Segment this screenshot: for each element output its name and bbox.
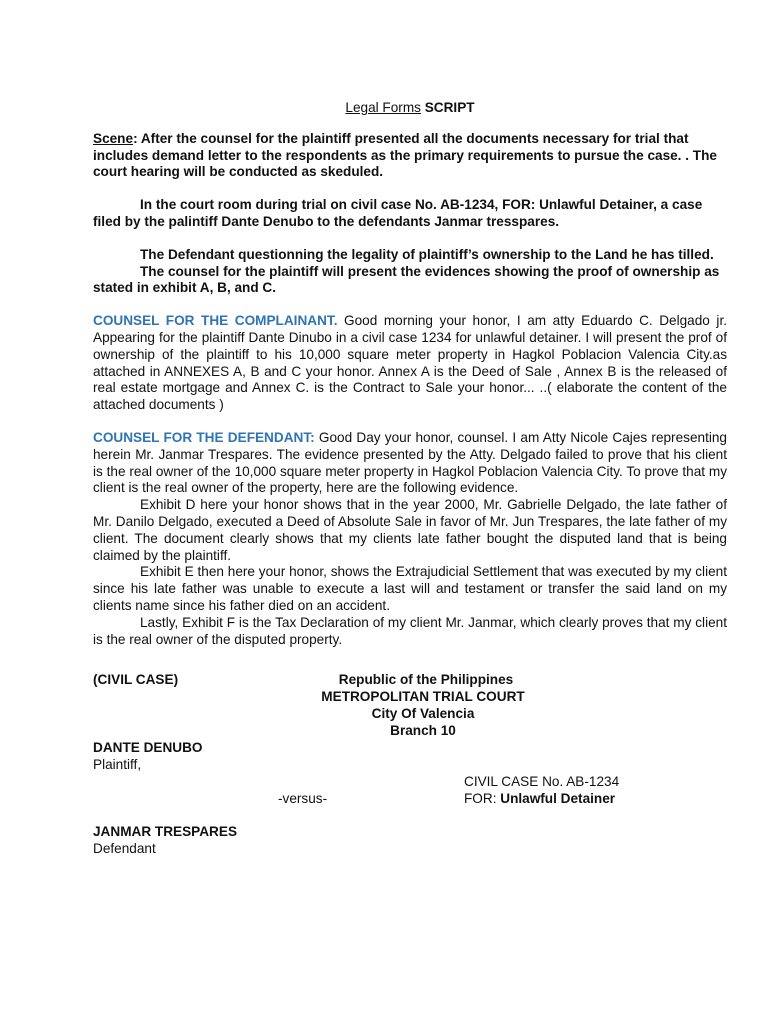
document-title (93, 100, 727, 117)
versus-label: -versus- (278, 791, 328, 807)
defendant-question-paragraph: The Defendant questionning the legality of plaintiff’s ownership to the Land he has tilled. (140, 246, 714, 262)
defendant-statement (93, 430, 727, 497)
defendant-role: Defendant (93, 841, 156, 857)
city-heading: City Of Valencia (371, 706, 475, 722)
civil-case-label: (CIVIL CASE) (93, 672, 179, 688)
defendant-text: Good Day your honor, counsel. I am Atty Nicole Cajes representing herein Mr. Janmar Trespares. The evidence presented by the Atty. Delgado failed to prove that his client is the real owner of the 10,000 square meter property in Hagkol Poblacion Valencia City. To prove that my client is the real owner of the property, here are the following evidence. (93, 429, 727, 496)
title-legal-forms: Legal Forms (345, 100, 421, 115)
title-script: SCRIPT (424, 100, 475, 115)
scene-paragraph (93, 131, 727, 181)
exhibit-d-paragraph: Exhibit D here your honor shows that in the year 2000, Mr. Gabrielle Delgado, the late father of Mr. Danilo Delgado, executed a Deed of Absolute Sale in favor of Mr. Jun Trespares, the late father of my client. The document clearly shows that my clients late father bought the disputed land that is being claimed by the plaintiff. (93, 497, 727, 563)
courtroom-paragraph: In the court room during trial on civil case No. AB-1234, FOR: Unlawful Detainer, a case filed by the palintiff Dante Denubo to the defendants Janmar tresspares. (93, 197, 703, 229)
case-for (464, 791, 615, 808)
republic-heading: Republic of the Philippines (338, 672, 514, 688)
defendant-name: JANMAR TRESPARES (93, 824, 238, 840)
plaintiff-role: Plaintiff, (93, 757, 142, 773)
complainant-text: Good morning your honor, I am atty Eduardo C. Delgado jr. Appearing for the plaintiff Dante Dinubo in a civil case 1234 for unlawful detainer. I will present the prof of ownership of the plaintiff to his 10,000 square meter property in Hagkol Poblacion Valencia City.as attached in ANNEXES A, B and C your honor. Annex A is the Deed of Sale , Annex B is the released of real estate mortgage and Annex C. is the Contract to Sale your honor... ..( elaborate the content of the attached documents ) (93, 313, 727, 413)
plaintiff-name: DANTE DENUBO (93, 740, 203, 756)
case-for-label: FOR: (464, 791, 501, 807)
case-for-value: Unlawful Detainer (500, 791, 616, 807)
case-number: CIVIL CASE No. AB-1234 (464, 774, 620, 790)
defendant-label: COUNSEL FOR THE DEFENDANT: (93, 429, 315, 445)
branch-heading: Branch 10 (390, 723, 456, 739)
court-heading: METROPOLITAN TRIAL COURT (321, 689, 525, 705)
exhibit-f-paragraph: Lastly, Exhibit F is the Tax Declaration of my client Mr. Janmar, which clearly proves that my client is the real owner of the disputed property. (93, 614, 727, 647)
scene-label: Scene (93, 130, 134, 146)
counsel-evidence-paragraph: The counsel for the plaintiff will present the evidences showing the proof of ownership as stated in exhibit A, B, and C. (93, 263, 720, 296)
complainant-label: COUNSEL FOR THE COMPLAINANT. (93, 313, 338, 329)
exhibit-e-paragraph: Exhibit E then here your honor, shows the Extrajudicial Settlement that was executed by my client since his late father was unable to execute a last will and testament or transfer the said land on my clients name since his father died on an accident. (93, 564, 727, 613)
complainant-statement (93, 313, 727, 414)
document-page (93, 100, 727, 862)
scene-text: : After the counsel for the plaintiff presented all the documents necessary for trial that includes demand letter to the respondents as the primary requirements to pursue the case. . The court hearing will be conducted as skeduled. (93, 130, 717, 180)
case-caption (93, 672, 727, 862)
